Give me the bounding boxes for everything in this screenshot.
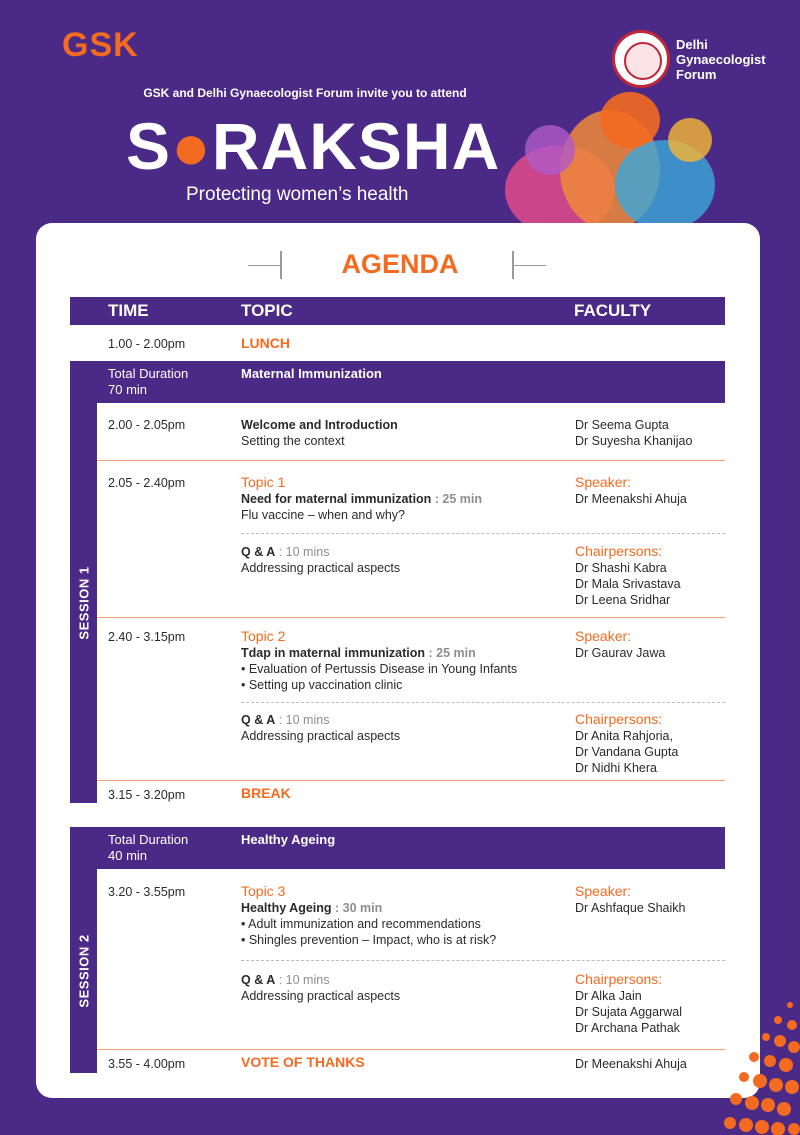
row-divider xyxy=(97,780,725,781)
qa1-chair-1: Dr Shashi Kabra xyxy=(575,561,667,575)
session1-duration: Total Duration 70 min xyxy=(108,366,189,397)
topic3-bullet-1: • Adult immunization and recommendations xyxy=(241,917,481,931)
topic3-role: Speaker: xyxy=(575,883,632,899)
qa2-chair-2: Dr Vandana Gupta xyxy=(575,745,679,759)
decorative-dots xyxy=(680,975,800,1135)
sub-divider xyxy=(241,702,725,703)
qa3-chair-3: Dr Archana Pathak xyxy=(575,1021,680,1035)
welcome-faculty-2: Dr Suyesha Khanijao xyxy=(575,434,693,448)
event-title: S●RAKSHA xyxy=(126,109,501,183)
topic3-tag: Topic 3 xyxy=(241,883,286,899)
session1-bar xyxy=(70,403,97,803)
topic3-speaker: Dr Ashfaque Shaikh xyxy=(575,901,686,915)
qa3-chair-2: Dr Sujata Aggarwal xyxy=(575,1005,683,1019)
row-divider xyxy=(97,617,725,618)
women-illustration xyxy=(490,80,730,230)
topic1-title-line: Need for maternal immunization : 25 min xyxy=(241,492,483,506)
topic2-title-line: Tdap in maternal immunization : 25 min xyxy=(241,646,476,660)
topic2-bullet-1: • Evaluation of Pertussis Disease in Young Infants xyxy=(241,662,518,676)
lunch-label: LUNCH xyxy=(241,335,290,351)
agenda-title: AGENDA xyxy=(341,249,459,279)
row-divider xyxy=(97,1049,725,1050)
topic3-bullet-2: • Shingles prevention – Impact, who is at risk? xyxy=(241,933,497,947)
topic2-tag: Topic 2 xyxy=(241,628,286,644)
welcome-time: 2.00 - 2.05pm xyxy=(108,418,186,432)
topic3-time: 3.20 - 3.55pm xyxy=(108,885,186,899)
qa3-detail: Addressing practical aspects xyxy=(241,989,401,1003)
topic1-role: Speaker: xyxy=(575,474,632,490)
thanks-label: VOTE OF THANKS xyxy=(241,1054,365,1070)
qa3-role: Chairpersons: xyxy=(575,971,663,987)
dgf-name: Delhi Gynaecologist Forum xyxy=(676,36,766,82)
qa2-detail: Addressing practical aspects xyxy=(241,729,401,743)
col-topic: TOPIC xyxy=(241,301,293,320)
figure-u-icon: ● xyxy=(171,109,212,183)
session2-theme: Healthy Ageing xyxy=(241,832,336,847)
col-faculty: FACULTY xyxy=(574,301,652,320)
topic2-bullet-2: • Setting up vaccination clinic xyxy=(241,678,403,692)
break-time: 3.15 - 3.20pm xyxy=(108,788,186,802)
qa3-label-line: Q & A : 10 mins xyxy=(241,973,330,987)
session2-label: SESSION 2 xyxy=(76,934,91,1008)
sub-divider xyxy=(241,960,725,961)
gsk-logo: GSK xyxy=(62,26,139,64)
qa3-chair-1: Dr Alka Jain xyxy=(575,989,642,1003)
row-divider xyxy=(97,460,725,461)
tagline: Protecting women’s health xyxy=(186,184,409,205)
welcome-faculty-1: Dr Seema Gupta xyxy=(575,418,669,432)
topic3-title-line: Healthy Ageing : 30 min xyxy=(241,901,383,915)
session2-header xyxy=(70,827,725,869)
qa2-chair-1: Dr Anita Rahjoria, xyxy=(575,729,673,743)
thanks-faculty: Dr Meenakshi Ahuja xyxy=(575,1057,687,1071)
session2-duration: Total Duration 40 min xyxy=(108,832,189,863)
session1-header xyxy=(70,361,725,403)
qa1-chair-3: Dr Leena Sridhar xyxy=(575,593,671,607)
welcome-subtitle: Setting the context xyxy=(241,434,345,448)
welcome-title: Welcome and Introduction xyxy=(241,418,398,432)
qa2-role: Chairpersons: xyxy=(575,711,663,727)
column-header xyxy=(70,297,725,325)
invitation-text: GSK and Delhi Gynaecologist Forum invite you to attend xyxy=(143,86,467,100)
sub-divider xyxy=(241,533,725,534)
col-time: TIME xyxy=(108,301,149,320)
qa2-label-line: Q & A : 10 mins xyxy=(241,713,330,727)
topic2-speaker: Dr Gaurav Jawa xyxy=(575,646,666,660)
qa1-role: Chairpersons: xyxy=(575,543,663,559)
session2-bar xyxy=(70,869,97,1073)
break-label: BREAK xyxy=(241,785,291,801)
topic1-tag: Topic 1 xyxy=(241,474,286,490)
lunch-time: 1.00 - 2.00pm xyxy=(108,337,186,351)
topic1-speaker: Dr Meenakshi Ahuja xyxy=(575,492,687,506)
topic2-time: 2.40 - 3.15pm xyxy=(108,630,186,644)
session1-label: SESSION 1 xyxy=(76,566,91,640)
topic1-detail: Flu vaccine – when and why? xyxy=(241,508,405,522)
qa1-chair-2: Dr Mala Srivastava xyxy=(575,577,681,591)
qa1-label-line: Q & A : 10 mins xyxy=(241,545,330,559)
qa2-chair-3: Dr Nidhi Khera xyxy=(575,761,657,775)
topic2-role: Speaker: xyxy=(575,628,632,644)
qa1-detail: Addressing practical aspects xyxy=(241,561,401,575)
thanks-time: 3.55 - 4.00pm xyxy=(108,1057,186,1071)
topic1-time: 2.05 - 2.40pm xyxy=(108,476,186,490)
session1-theme: Maternal Immunization xyxy=(241,366,382,381)
